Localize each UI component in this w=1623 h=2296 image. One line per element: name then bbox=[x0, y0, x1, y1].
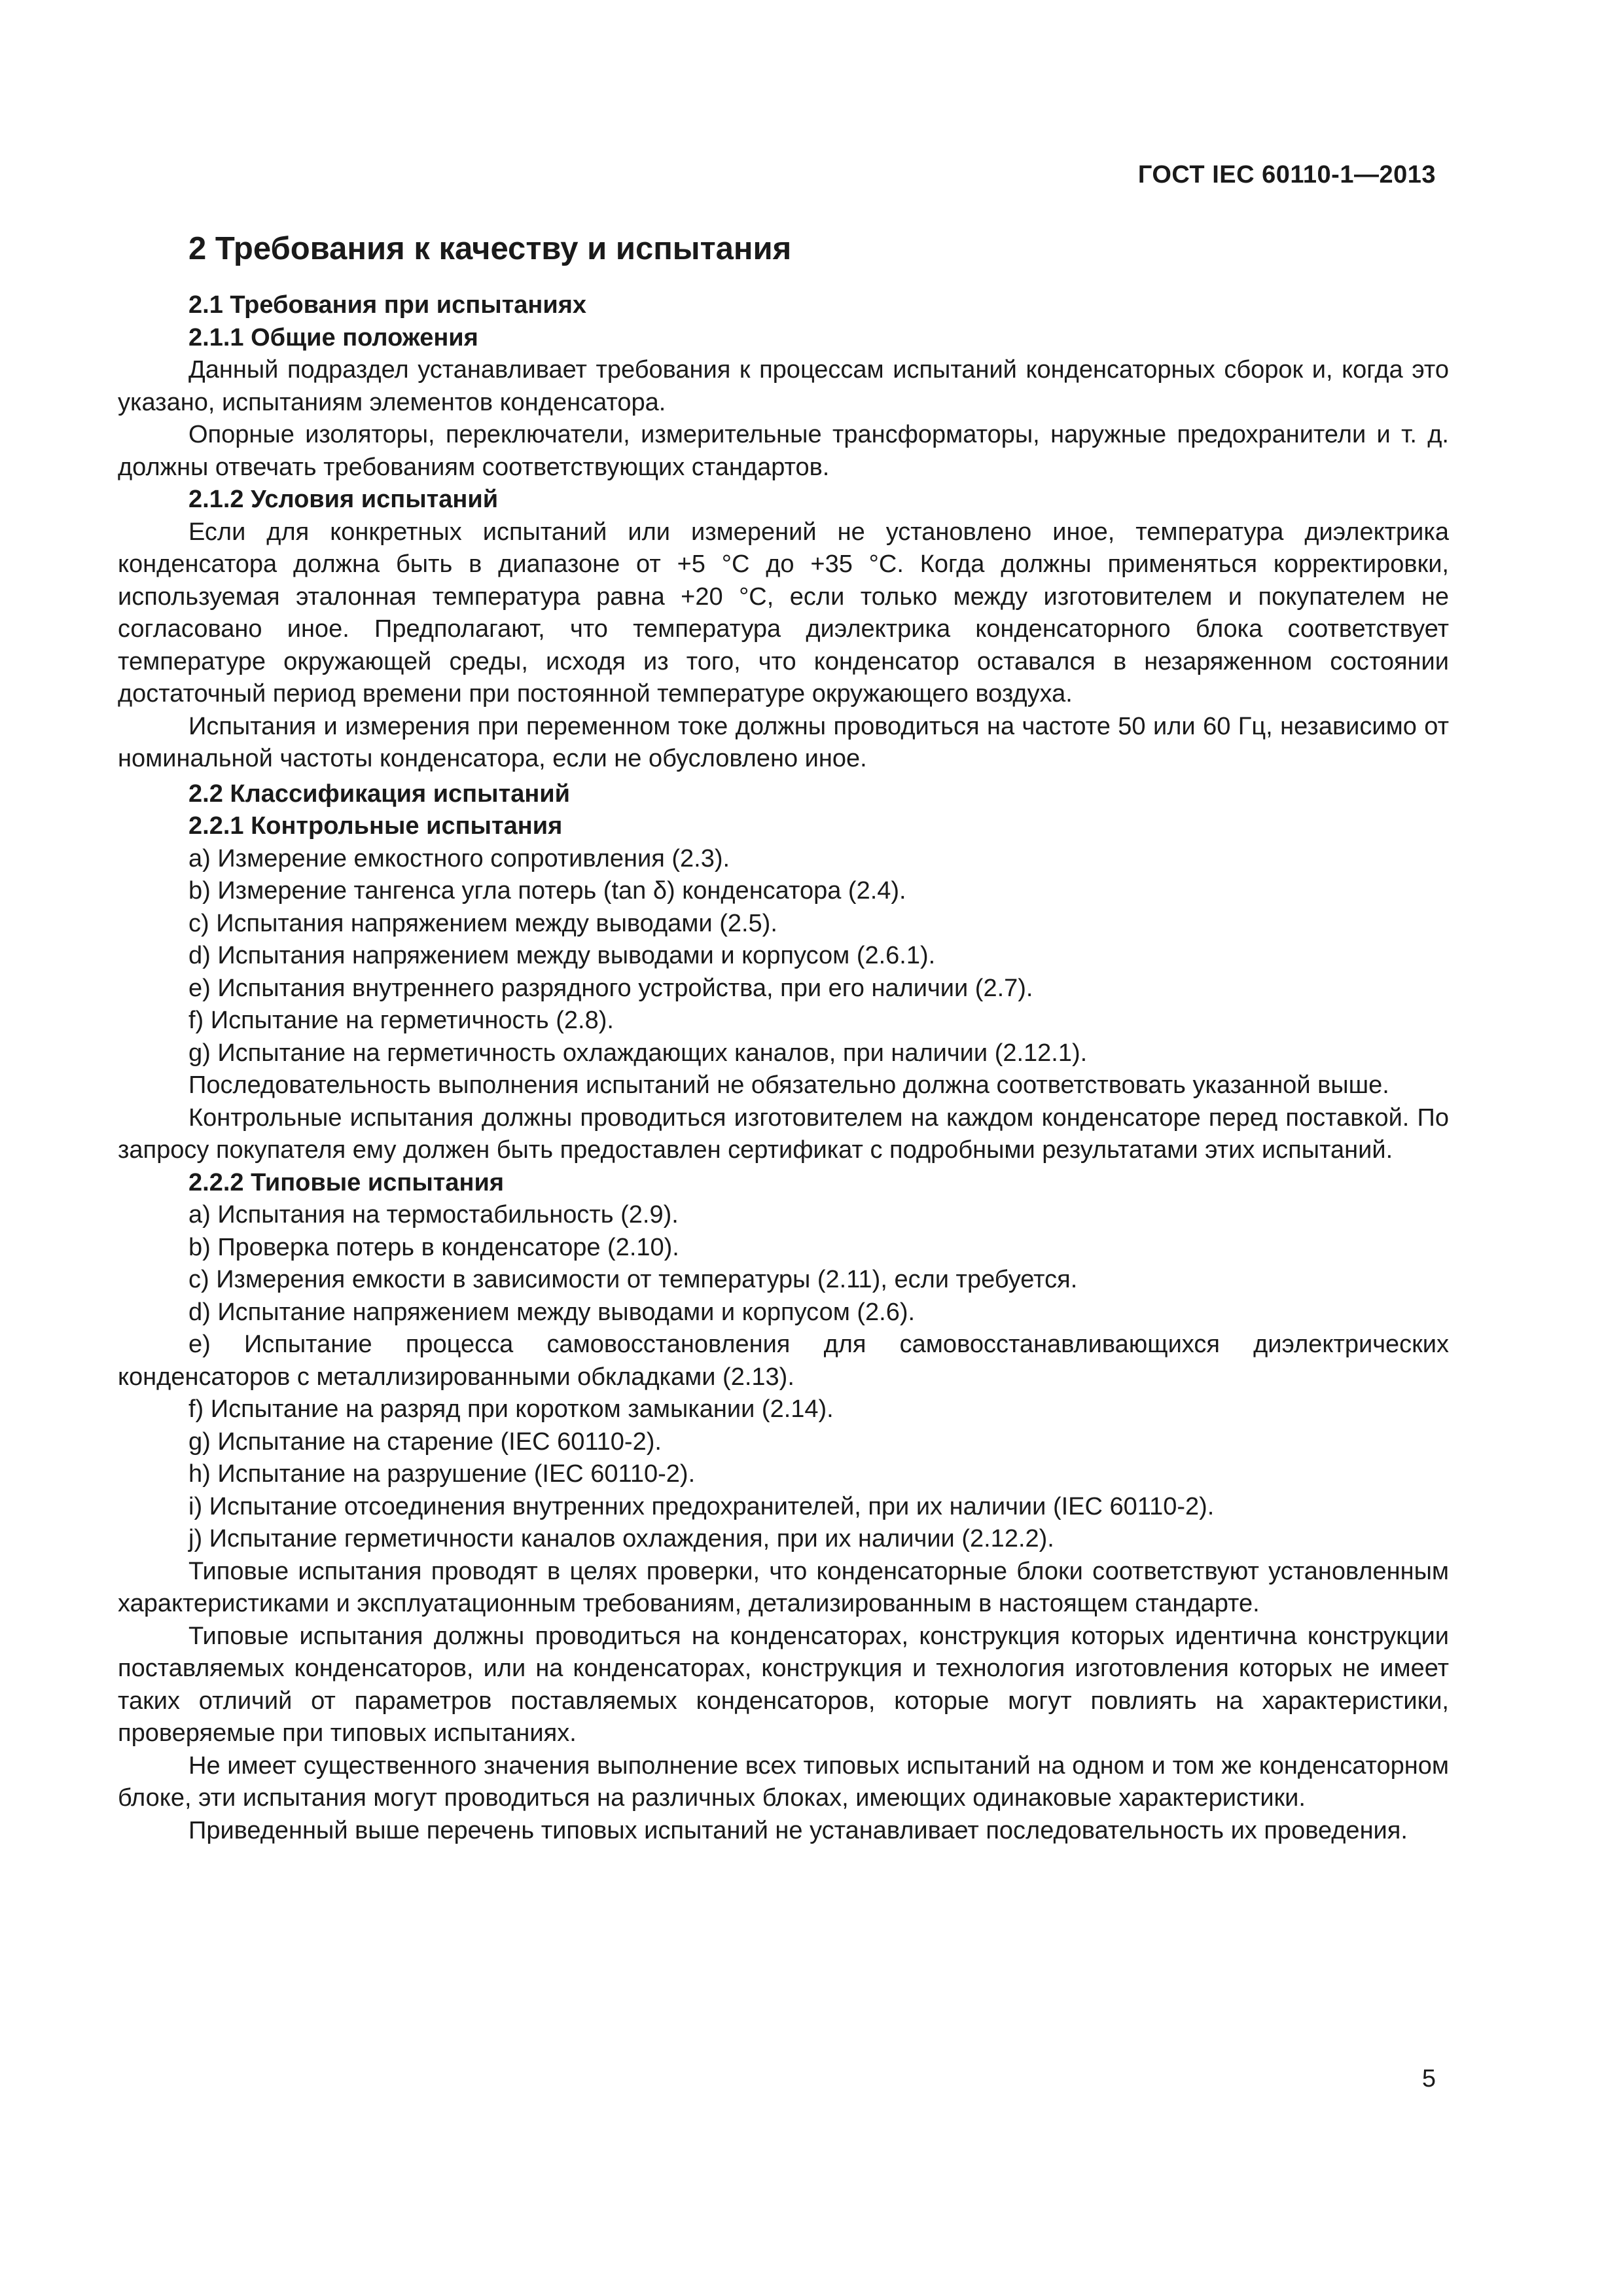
list-item: b) Проверка потерь в конденсаторе (2.10). bbox=[188, 1233, 679, 1261]
page-number: 5 bbox=[1421, 2065, 1436, 2092]
paragraph: Не имеет существенного значения выполнение всех типовых испытаний на одном и том же конденсаторном блоке, эти испытания могут проводиться на различных блоках, имеющих одинаковые характеристики. bbox=[118, 1751, 1449, 1812]
list-item: g) Испытание на старение (IEC 60110-2). bbox=[188, 1427, 662, 1456]
list-item: f) Испытание на разряд при коротком замыкании (2.14). bbox=[188, 1395, 834, 1423]
document-code: ГОСТ IEC 60110-1—2013 bbox=[1137, 161, 1436, 188]
paragraph: Контрольные испытания должны проводиться изготовителем на каждом конденсаторе перед поставкой. По запросу покупателя ему должен быть предоставлен сертификат с подробными результатами этих испытаний. bbox=[118, 1103, 1449, 1164]
section-heading: 2 Требования к качеству и испытания bbox=[188, 231, 792, 266]
list-item: f) Испытание на герметичность (2.8). bbox=[188, 1007, 614, 1034]
list-item: e) Испытания внутреннего разрядного устройства, при его наличии (2.7). bbox=[188, 974, 1033, 1002]
paragraph: Опорные изоляторы, переключатели, измерительные трансформаторы, наружные предохранители и т. д. должны отвечать требованиям соответствующих стандартов. bbox=[118, 421, 1449, 481]
list-item-wrapped: e) Испытание процесса самовосстановления для самовосстанавливающихся диэлектрических конденсаторов с металлизированными обкладками (2.13). bbox=[118, 1331, 1449, 1391]
paragraph: Типовые испытания проводят в целях проверки, что конденсаторные блоки соответствуют установленным характеристиками и эксплуатационным требованиям, детализированным в настоящем стандарте. bbox=[118, 1557, 1449, 1617]
clause-heading-2-2-1: 2.2.1 Контрольные испытания bbox=[188, 812, 563, 840]
paragraph: Типовые испытания должны проводиться на конденсаторах, конструкция которых идентична конструкции поставляемых конденсаторов, или на конденсаторах, конструкция и технология изготовления которых не имеет таких отличий от параметров поставляемых конденсаторов, которые могут повлиять на характеристики, проверяемые при типовых испытаниях. bbox=[118, 1622, 1449, 1747]
list-item: g) Испытание на герметичность охлаждающих каналов, при наличии (2.12.1). bbox=[188, 1039, 1088, 1067]
paragraph: Последовательность выполнения испытаний не обязательно должна соответствовать указанной выше. bbox=[188, 1071, 1389, 1099]
subsection-heading-2-1: 2.1 Требования при испытаниях bbox=[188, 291, 587, 319]
list-item: i) Испытание отсоединения внутренних предохранителей, при их наличии (IEC 60110-2). bbox=[188, 1492, 1215, 1520]
list-item: j) Испытание герметичности каналов охлаждения, при их наличии (2.12.2). bbox=[188, 1525, 1054, 1552]
list-item: b) Измерение тангенса угла потерь (tan δ) конденсатора (2.4). bbox=[188, 877, 906, 905]
paragraph: Данный подраздел устанавливает требования к процессам испытаний конденсаторных сборок и, когда это указано, испытаниям элементов конденсатора. bbox=[118, 356, 1449, 416]
list-item: h) Испытание на разрушение (IEC 60110-2). bbox=[188, 1460, 696, 1488]
list-item: a) Измерение емкостного сопротивления (2.3). bbox=[188, 844, 730, 872]
list-item: c) Измерения емкости в зависимости от температуры (2.11), если требуется. bbox=[188, 1266, 1078, 1293]
list-item: c) Испытания напряжением между выводами (2.5). bbox=[188, 909, 777, 937]
list-item: d) Испытания напряжением между выводами и корпусом (2.6.1). bbox=[188, 942, 936, 969]
subsection-heading-2-2: 2.2 Классификация испытаний bbox=[188, 780, 571, 808]
page-content bbox=[118, 229, 1449, 1847]
list-item: d) Испытание напряжением между выводами и корпусом (2.6). bbox=[188, 1298, 916, 1326]
paragraph: Испытания и измерения при переменном токе должны проводиться на частоте 50 или 60 Гц, независимо от номинальной частоты конденсатора, если не обусловлено иное. bbox=[118, 712, 1449, 772]
clause-heading-2-2-2: 2.2.2 Типовые испытания bbox=[188, 1168, 504, 1196]
paragraph: Если для конкретных испытаний или измерений не установлено иное, температура диэлектрика конденсатора должна быть в диапазоне от +5 °С до +35 °С. Когда должны применяться корректировки, используемая эталонная температура равна +20 °С, если только между изготовителем и покупателем не согласовано иное. Предполагают, что температура диэлектрика конденсаторного блока соответствует температуре окружающей среды, исходя из того, что конденсатор оставался в незаряженном состоянии достаточный период времени при постоянной температуре окружающего воздуха. bbox=[118, 518, 1449, 708]
clause-heading-2-1-1: 2.1.1 Общие положения bbox=[188, 323, 478, 351]
paragraph: Приведенный выше перечень типовых испытаний не устанавливает последовательность их проведения. bbox=[188, 1816, 1408, 1844]
clause-heading-2-1-2: 2.1.2 Условия испытаний bbox=[188, 486, 499, 513]
list-item: a) Испытания на термостабильность (2.9). bbox=[188, 1201, 679, 1229]
